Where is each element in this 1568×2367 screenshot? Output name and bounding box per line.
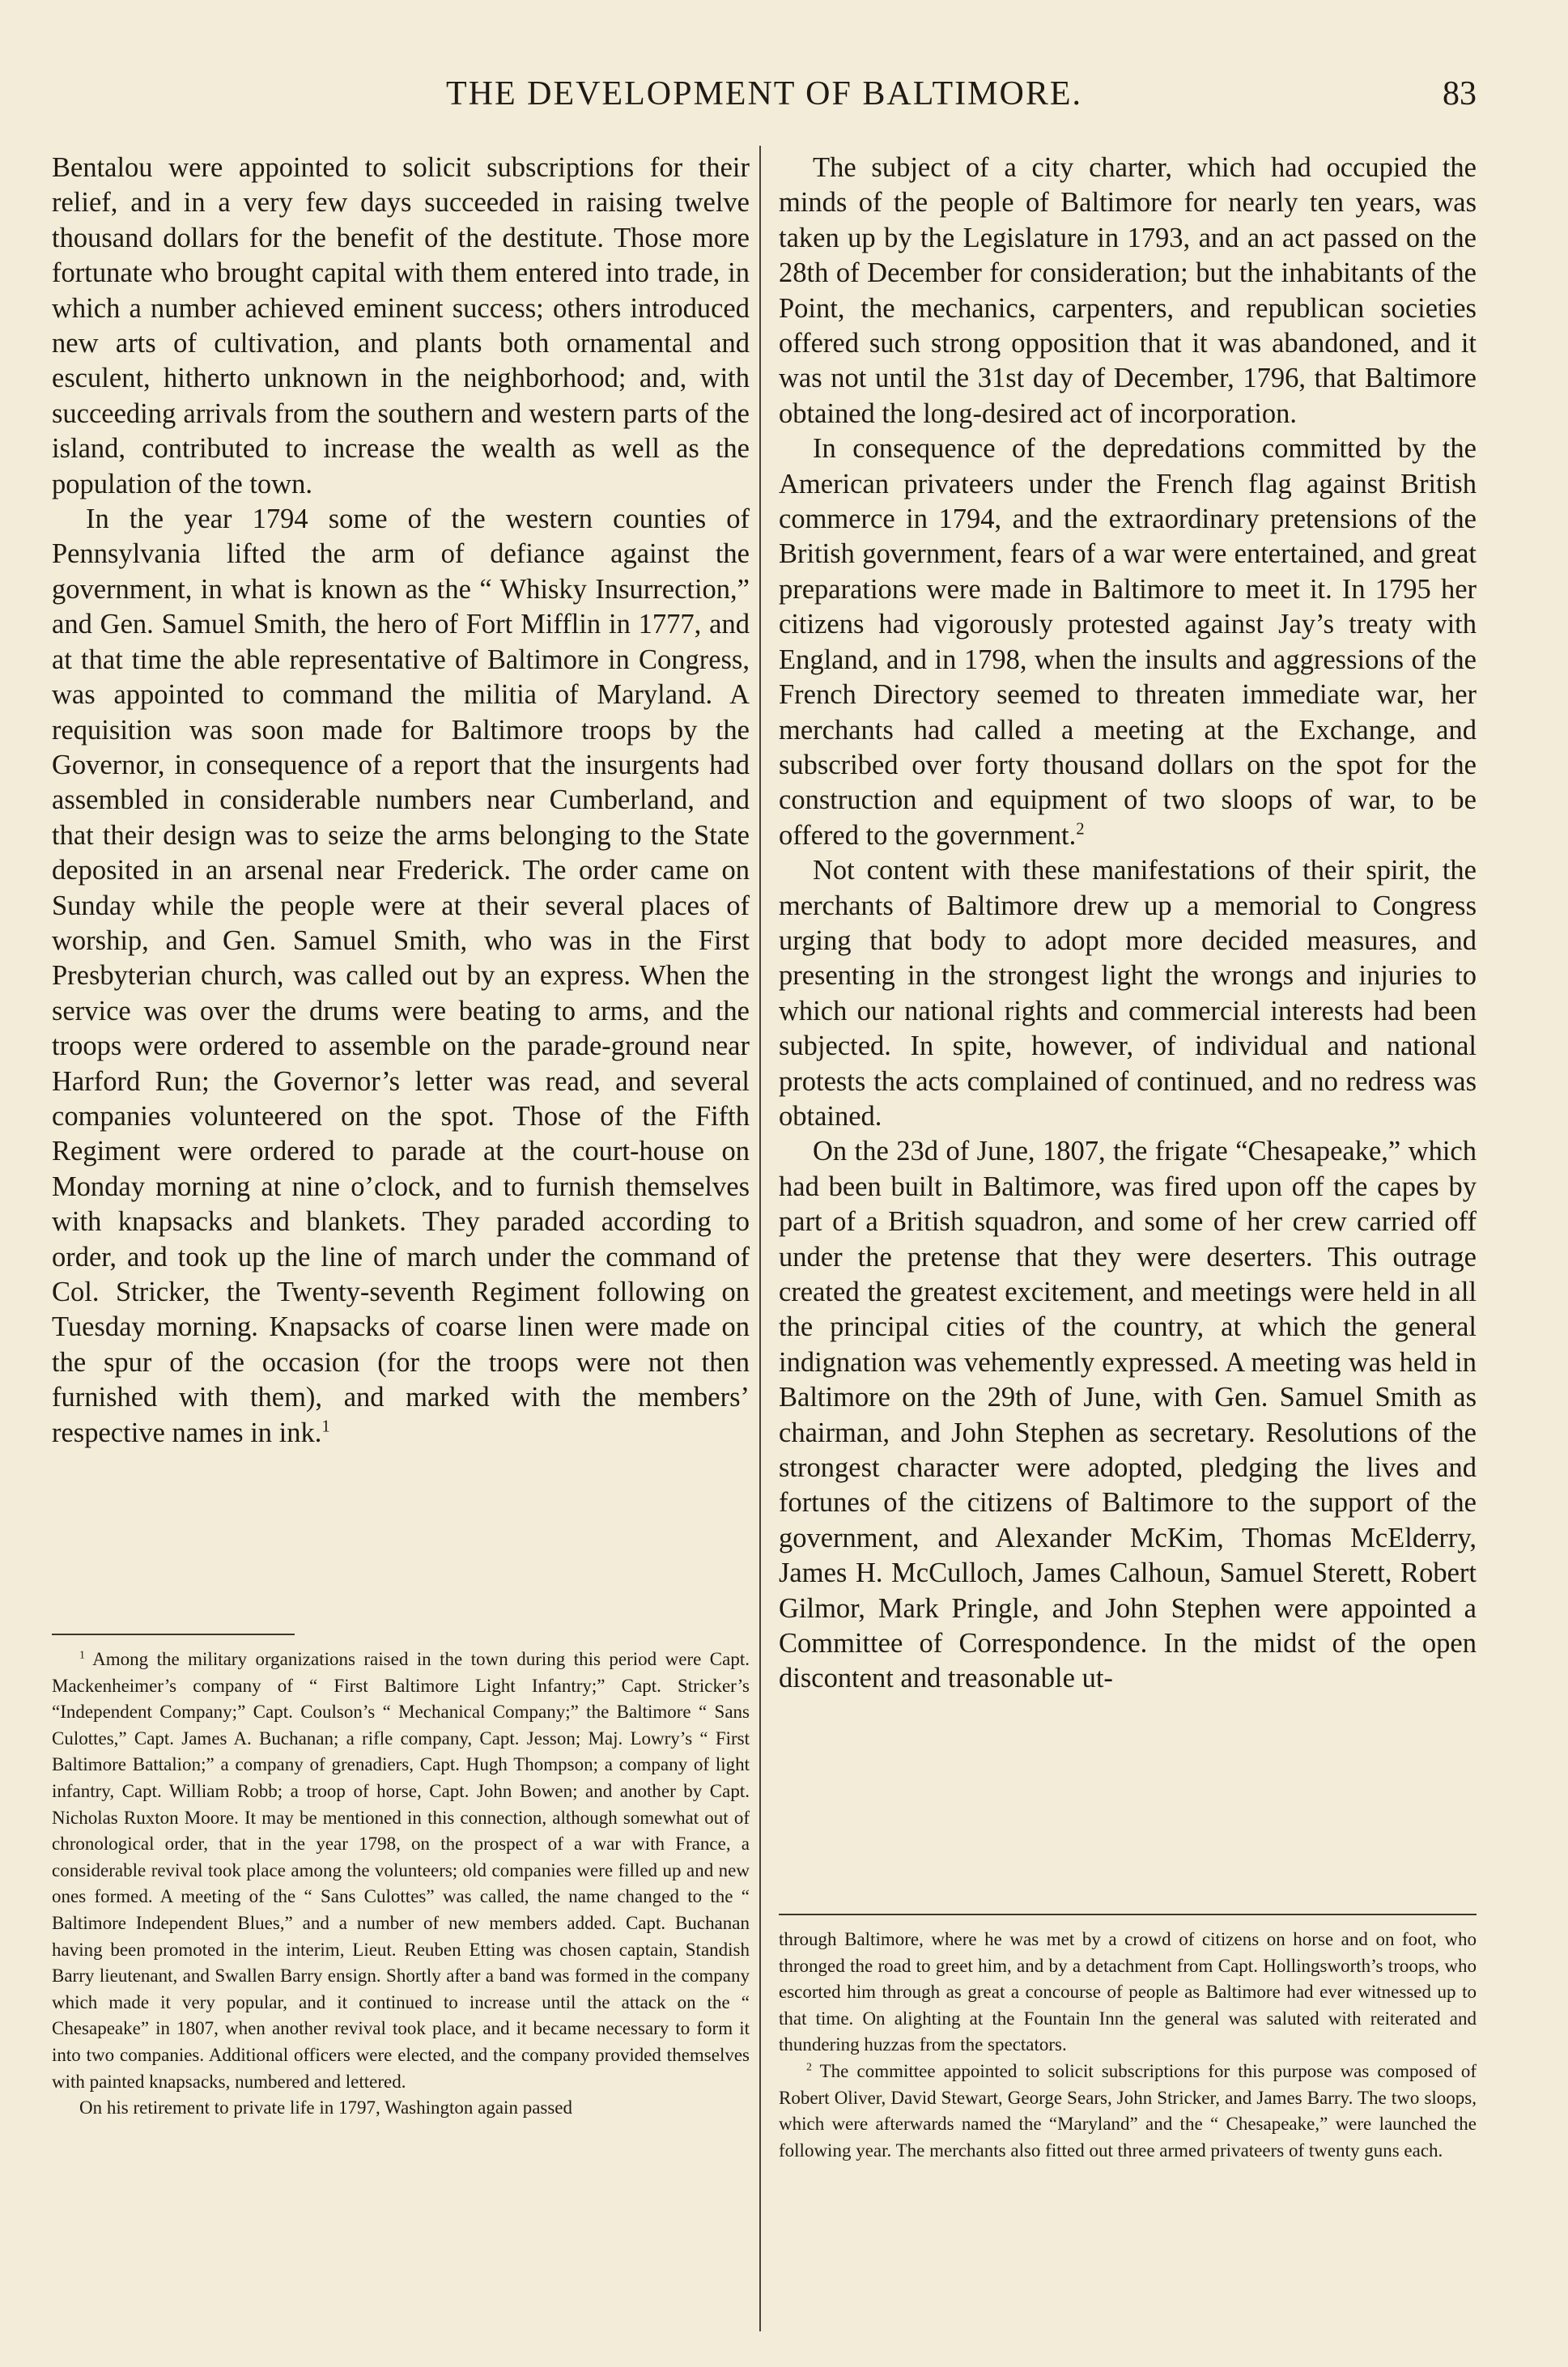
footnote-text: Among the military organizations raised in the town during this period were Capt. Mackenheimer’s company of “ First Baltimore Light Infantry;” Capt. Stricker’s “Independent Company;” Capt. Coulson’s “ Mechanical Company;” the Baltimore “ Sans Culottes,” Capt. James A. Buchanan; a rifle company, Capt. Jesson; Maj. Lowry’s “ First Baltimore Battalion;” a company of grenadiers, Capt. Hugh Thompson; a company of light infantry, Capt. William Robb; a troop of horse, Capt. John Bowen; and another by Capt. Nicholas Ruxton Moore. It may be mentioned in this connection, although somewhat out of chronological order, that in the year 1798, on the prospect of a war with France, a considerable revival took place among the volunteers; old companies were filled up and new ones formed. A meeting of the “ Sans Culottes” was called, the name changed to the “ Baltimore Independent Blues,” and a number of new members added. Capt. Buchanan having been promoted in the interim, Lieut. Reuben Etting was chosen captain, Standish Barry lieutenant, and Swallen Barry ensign. Shortly after a band was formed in the company which made it very popular, and it continued to increase until the attack on the “ Chesapeake” in 1807, when another revival took place, and it became necessary to form it into two companies. Additional officers were elected, and the company provided themselves with painted knapsacks, numbered and lettered. [52, 1649, 750, 2092]
footnote-rule [779, 1914, 1477, 1915]
paragraph-text: Bentalou were appointed to solicit subscriptions for their relief, and in a very few days succeeded in raising twelve thousand dollars for the benefit of the destitute. Those more fortunate who brought capital with them entered into trade, in which a number achieved eminent success; others introduced new arts of cultivation, and plants both ornamental and esculent, hitherto unknown in the neighborhood; and, with succeeding arrivals from the southern and western parts of the island, contributed to increase the wealth as well as the population of the town. [52, 152, 750, 499]
footnote [52, 1647, 750, 2095]
footnote [779, 2059, 1477, 2164]
footnote-text: through Baltimore, where he was met by a crowd of citizens on horse and on foot, who thronged the road to greet him, and by a detachment from Capt. Hollingsworth’s troops, who escorted him through as great a concourse of people as Baltimore had ever witnessed up to that time. On alighting at the Fountain Inn the general was saluted with reiterated and thundering huzzas from the spectators. [779, 1929, 1477, 2055]
running-title: THE DEVELOPMENT OF BALTIMORE. [445, 75, 1082, 113]
paragraph [779, 151, 1477, 431]
paragraph [52, 151, 750, 502]
footnote-continuation [779, 1927, 1477, 2059]
paragraph [52, 502, 750, 1451]
paragraph-text: On the 23d of June, 1807, the frigate “Chesapeake,” which had been built in Baltimore, was fired upon off the capes by part of a British squadron, and some of her crew carried off under the pretense that they were deserters. This outrage created the greatest excitement, and meetings were held in all the principal cities of the country, at which the general indignation was vehemently expressed. A meeting was held in Baltimore on the 29th of June, with Gen. Samuel Smith as chairman, and John Stephen as secretary. Resolutions of the strongest character were adopted, pledging the lives and fortunes of the citizens of Baltimore to the support of the government, and Alexander McKim, Thomas McElderry, James H. McCulloch, James Calhoun, Samuel Sterett, Robert Gilmor, Mark Pringle, and John Stephen were appointed a Committee of Correspondence. In the midst of the open discontent and treasonable ut- [779, 1136, 1477, 1694]
left-column [52, 151, 750, 1451]
footnote-ref[interactable]: 2 [1076, 820, 1085, 839]
footnote [52, 2095, 750, 2122]
right-column [779, 151, 1477, 1697]
footnotes-left [52, 1634, 750, 2122]
paragraph [779, 853, 1477, 1134]
paragraph-text: The subject of a city charter, which had occupied the minds of the people of Baltimore for nearly ten years, was taken up by the Legislature in 1793, and an act passed on the 28th of December for consideration; but the inhabitants of the Point, the mechanics, carpenters, and republican societies offered such strong opposition that it was abandoned, and it was not until the 31st day of December, 1796, that Baltimore obtained the long-desired act of incorporation. [779, 152, 1477, 429]
footnote-marker: 1 [79, 1648, 85, 1661]
paragraph [779, 1134, 1477, 1697]
footnotes-right [779, 1914, 1477, 2164]
page-number: 83 [1443, 75, 1477, 113]
paragraph-text: In the year 1794 some of the western counties of Pennsylvania lifted the arm of defiance against the government, in what is known as the “ Whisky Insurrection,” and Gen. Samuel Smith, the hero of Fort Mifflin in 1777, and at that time the able representative of Baltimore in Congress, was appointed to command the militia of Maryland. A requisition was soon made for Baltimore troops by the Governor, in consequence of a report that the insurgents had assembled in considerable numbers near Cumberland, and that their design was to seize the arms belonging to the State deposited in an arsenal near Frederick. The order came on Sunday while the people were at their several places of worship, and Gen. Samuel Smith, who was in the First Presbyterian church, was called out by an express. When the service was over the drums were beating to arms, and the troops were ordered to assemble on the parade-ground near Harford Run; the Governor’s letter was read, and several companies volunteered on the spot. Those of the Fifth Regiment were ordered to parade at the court-house on Monday morning at nine o’clock, and to furnish themselves with knapsacks and blankets. They paraded according to order, and took up the line of march under the command of Col. Stricker, the Twenty-seventh Regiment following on Tuesday morning. Knapsacks of coarse linen were made on the spur of the occasion (for the troops were not then furnished with them), and marked with the members’ respective names in ink. [52, 504, 750, 1448]
paragraph-text: In consequence of the depredations committed by the American privateers under the French flag against British commerce in 1794, and the extraordinary pretensions of the British government, fears of a war were entertained, and great preparations were made in Baltimore to meet it. In 1795 her citizens had vigorously protested against Jay’s treaty with England, and in 1798, when the insults and aggressions of the French Directory seemed to threaten immediate war, her merchants had called a meeting at the Exchange, and subscribed over forty thousand dollars on the spot for the construction and equipment of two sloops of war, to be offered to the government. [779, 433, 1477, 851]
footnote-text: The committee appointed to solicit subscriptions for this purpose was composed of Robert Oliver, David Stewart, George Sears, John Stricker, and James Barry. The two sloops, which were afterwards named the “Maryland” and the “ Chesapeake,” were launched the following year. The merchants also fitted out three armed privateers of twenty guns each. [779, 2060, 1477, 2161]
footnote-text: On his retirement to private life in 1797, Washington again passed [79, 2097, 573, 2118]
footnote-ref[interactable]: 1 [321, 1417, 330, 1436]
paragraph [779, 431, 1477, 853]
paragraph-text: Not content with these manifestations of their spirit, the merchants of Baltimore drew up a memorial to Congress urging that body to adopt more decided measures, and presenting in the strongest light the wrongs and injuries to which our national rights and commercial interests had been subjected. In spite, however, of individual and national protests the acts complained of continued, and no redress was obtained. [779, 855, 1477, 1132]
footnote-rule [52, 1634, 295, 1635]
page-header [52, 74, 1477, 123]
column-divider [759, 146, 761, 2331]
footnote-marker: 2 [806, 2060, 812, 2073]
